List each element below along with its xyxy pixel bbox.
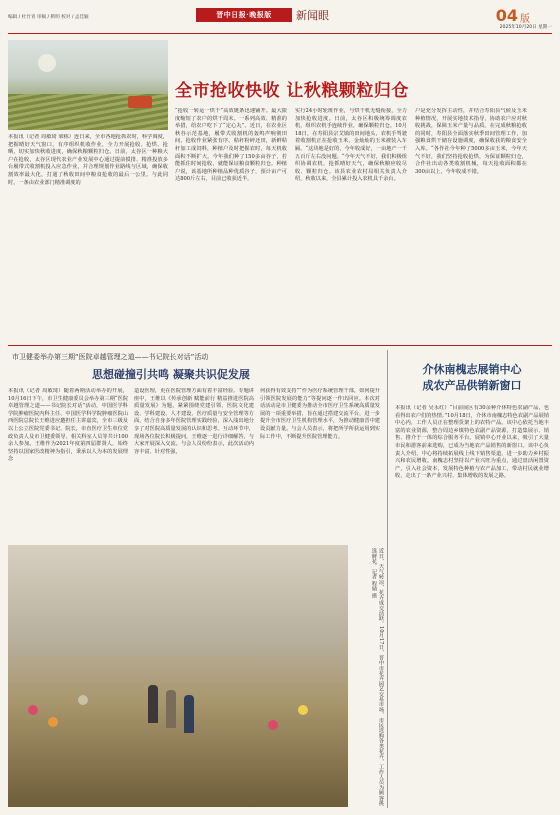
story2-col-1: 本报讯（记者 周敏琦）随着两期活动举办的开展，10月16日下午，市卫生健康委员会举办第三期“医院卓越管理之道——书记院长对话”活动，中国医学科学院肿瘤医院内科主任、中国医学科学院肿瘤医院山西医院总院长王维进应邀担任主讲嘉宾，全市三级及以上公立医院党委书记、院长，市直医疗卫生单位党政负责人及市卫健委领导、相关科室人员等共计100余人参加。王维作为2021年度第四届群贤人，始终坚持以国家医改精神为指引，秉承以人为本的发展理念 (8, 388, 128, 463)
lead-col-2: “抢收一转运一烘干”高效链条迅速铺开。最大限度缩短了农户的烘干周末。一系列高效、精准的举措，给农户吃下了“定心丸”。近日，在农业区秋谷示范基地，履带式收割机的轰鸣声响彻田间，抢收作业紧张有序。秸秆粉碎还田，新鲜秸秆加工成饲料，种植户及时把握农时，每天机收面积不断扩大。今年我们种了150多亩谷子，若能抓住时间抢收，就能保证粮食颗粒归仓。种植户说，该基地所种植品种优质谷子，预计亩产可达800斤左右，目前已收获近半。 (175, 108, 287, 183)
edition-unit: 版 (520, 14, 530, 25)
story2-headline: 思想碰撞引共鸣 凝聚共识促发展 (92, 368, 250, 381)
story3-body: 本报讯（记者 吴永红）“目前展区有30余种介休特色农副产品，也看得出农户们的热情。”10月18日，介休市南槐志特色农副产品展销中心内，工作人员正在整理货架上的农特产品。该中心依托当地丰富的农业资源，整合周边乡镇特色农副产品资源，打造集展示、销售、推介于一体的综合服务平台。展销中心开业以来，吸引了大量市民和游客前来选购，已成为当地农产品销售的新窗口。该中心负责人介绍，中心将持续拓展线上线下销售渠道，进一步助力乡村振兴和农民增收。南槐志村坚持以产业兴旺为重点，通过盘活闲置资产，引入社会资本，发展特色种植与农产品加工，带动村民就业增收，走出了一条产业兴村、集体增收的发展之路。 (395, 405, 549, 480)
harvest-photo (8, 40, 168, 130)
issue-date: 2025年10月20日 星期一 (499, 25, 552, 30)
story2-col-2: 造设医理，更在医院管理方面有着丰富经验。专题讲座中，王维以《传承创新 赋能前行 精益推进医院高质量发展》为题，紧紧围绕党建引领、医院文化建设、学科建设、人才建设、医疗质量与安全管理等方面，结合自身多年医院管理实践经验，深入浅出地分享了对医院高质量发展的认识和思考。互动环节中，现场各位院长积极提问，王维逐一进行详细解答，与大家开展深入交流。与会人员纷纷表示，此次活动内容丰富、针对性强， (134, 388, 254, 455)
story3-headline-line2: 成农产品供销新窗口 (422, 379, 522, 392)
lead-col-4: 户是充分发挥主动性，并结合寿阳县气候及玉米种植情况，开展实地技术指导，协助农户应对秋收挑战，保障玉米产量与品质。在完成秋粮抢收的同时，寿阳县全面落实秋季田间管理工作，加强粮食烘干储存设施调度，确保收获的粮食安全入库。“各作社今年种了5000多亩玉米，今年天气不好，我们坚持抢收抢烘，为保证颗粒归仓，合作社出动各类收割机械，每天抢收面积都在300亩以上，今年收成不错。 (415, 108, 527, 175)
section-title: 新闻眼 (296, 9, 329, 22)
story2-kicker: 市卫健委举办第三期“医院卓越管理之道——书记院长对话”活动 (12, 353, 209, 361)
flower-shape (78, 695, 88, 705)
newspaper-masthead: 晋中日报·晚报版 (196, 8, 292, 22)
shopper-figure (166, 690, 176, 728)
story3-headline-line1: 介休南槐志展销中心 (422, 363, 522, 376)
shopper-figure (148, 685, 158, 723)
lead-bottom-rule (8, 345, 552, 346)
lead-headline: 全市抢收快收 让秋粮颗粒归仓 (175, 81, 409, 101)
harvester-shape (128, 96, 152, 108)
header-rule (8, 33, 552, 34)
story2-col-3: 何获得有效支持”“作为医疗系统管理干部，如何提升引领医院发展的能力”等提问逐一作出回应。本次对话活动是市卫健委为推动全市医疗卫生系统高质量发展的一项重要举措，旨在通过搭建交流平台，进一步提升全市医疗卫生机构管理水平，为推动健康晋中建设贡献力量。与会人员表示，将把所学所获运用到实际工作中，不断提升医院管理能力。 (260, 388, 380, 440)
sky-glow (38, 54, 56, 72)
lead-col-3: 实行24小时轮班作业，与烘干机无缝衔接，全力加快抢收进度。日前，太谷区积极统筹调度农机，组织农机手连续作业，确保颗粒归仓。10月18日，在寿阳县宗艾镇的田间地头，农机手驾驶着收割机正在抢收玉米，金灿灿的玉米被装入车厢。“这块地是好的，今年收成好，一亩地产一千五百斤左右没问题。“今年天气不好，我们积极组织协调农机，抢抓晴好天气，确保秋粮应收尽收、颗粒归仓。该县农业农村局相关负责人介绍，秋收以来，全县累计投入农机具千余台。 (295, 108, 407, 183)
edition-number: 04 (495, 6, 518, 25)
lead-intro: 本报讯（记者 周敏琦 梁栋）连日来，全市各地抢抓农时，科学调度，把握晴好天气窗口，有序组织机收作业，全力开展抢收、抢烘、抢晒，切实加快秋收进度，确保秋粮颗粒归仓。日前，太谷区一种粮大户在抢收，太谷区现代农业产业发展中心通过提前摸排、精准投放多台履带式收割机投入应急作业，并合理规划作业路线与区域，确保收割效率最大化，打通了秋收田间中粮食抢收的最后一公里。与此同时，一条由农业部门精准调度的 (8, 134, 168, 186)
flower-shape (298, 705, 308, 715)
photo-caption: 近日，天气转凉，花卉成交活跃。10月17日，晋中市花卉园艺交易市场，市民选购各类花卉，工作人员为顾客挑选鲜花。记者 程婧 摄 (371, 548, 384, 806)
flower-shape (48, 717, 58, 727)
flower-shape (28, 705, 38, 715)
staff-credits: 编辑 / 杜竹青 审稿 / 靳明 校对 / 孟佳颖 (8, 15, 89, 20)
shopper-figure (184, 695, 194, 733)
flower-market-photo (8, 545, 348, 807)
flower-shape (268, 720, 278, 730)
column-divider (387, 350, 388, 808)
